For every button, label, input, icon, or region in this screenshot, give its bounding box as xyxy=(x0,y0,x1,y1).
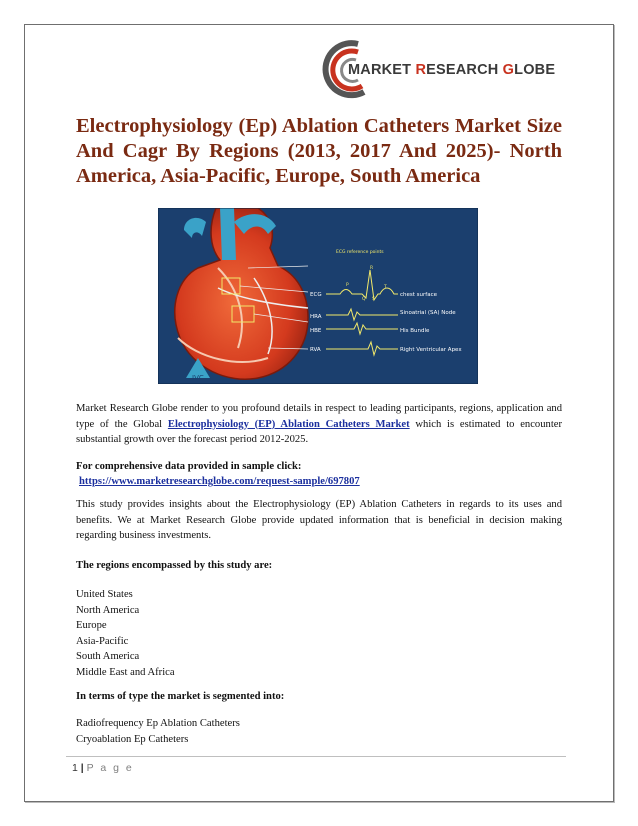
ecg-point-t: T xyxy=(384,285,387,290)
ecg-point-p: P xyxy=(346,283,349,288)
regions-list xyxy=(76,587,562,681)
trace-desc-rva: Right Ventricular Apex xyxy=(400,347,462,353)
market-link[interactable]: Electrophysiology (EP) Ablation Catheters Market xyxy=(167,418,410,430)
list-item: Cryoablation Ep Catheters xyxy=(76,733,189,745)
page-label: P a g e xyxy=(86,762,134,774)
intro-text-before: Market Research Globe render to you profound details in respect to leading participants, regions, application and type of the Global xyxy=(76,403,562,430)
ecg-point-r: R xyxy=(370,266,374,271)
sample-heading: For comprehensive data provided in sample click: xyxy=(76,461,302,472)
list-item: Asia-Pacific xyxy=(76,635,129,647)
market-research-globe-logo xyxy=(318,38,568,102)
heart-ecg-figure xyxy=(158,208,478,384)
intro-paragraph xyxy=(76,401,562,448)
list-item: South America xyxy=(76,651,140,663)
trace-code-ecg: ECG xyxy=(310,292,322,298)
footer-separator: | xyxy=(80,762,84,774)
trace-desc-hra: Sinoatrial (SA) Node xyxy=(400,310,456,316)
study-paragraph: This study provides insights about the Electrophysiology (EP) Ablation Catheters in regards to its uses and benefits. We at Market Research Globe provide updated information that is beneficial in decision making regarding business investments. xyxy=(76,499,562,542)
footer-divider xyxy=(66,756,566,757)
types-list xyxy=(76,716,562,747)
document-title: Electrophysiology (Ep) Ablation Catheters Market Size And Cagr By Regions (2013, 2017 And 2025)- North America, Asia-Pacific, Europe, South America xyxy=(76,115,562,187)
sample-url-link[interactable]: https://www.marketresearchglobe.com/request-sample/697807 xyxy=(79,476,360,487)
heart-tag: IVC xyxy=(192,374,204,382)
trace-code-hbe: HBE xyxy=(310,328,322,334)
regions-heading: The regions encompassed by this study are: xyxy=(76,560,273,571)
ecg-header: ECG reference points xyxy=(336,250,384,255)
list-item: Middle East and Africa xyxy=(76,666,175,678)
list-item: Radiofrequency Ep Ablation Catheters xyxy=(76,718,240,729)
ecg-point-q: Q xyxy=(362,297,366,302)
trace-desc-hbe: His Bundle xyxy=(400,328,430,334)
page-number: 1 xyxy=(72,762,78,774)
list-item: United States xyxy=(76,589,133,600)
ecg-point-s: S xyxy=(372,297,375,302)
list-item: Europe xyxy=(76,620,107,632)
list-item: North America xyxy=(76,604,140,616)
trace-code-hra: HRA xyxy=(310,314,322,320)
types-heading: In terms of type the market is segmented into: xyxy=(76,691,285,702)
logo-wordmark: MARKET RESEARCH GLOBE xyxy=(348,62,556,78)
trace-desc-ecg: chest surface xyxy=(400,292,437,298)
intro-text-after: which is estimated to encounter substantial growth over the forecast period 2012-2025. xyxy=(76,418,562,446)
page-footer xyxy=(72,762,134,774)
trace-code-rva: RVA xyxy=(310,347,321,353)
